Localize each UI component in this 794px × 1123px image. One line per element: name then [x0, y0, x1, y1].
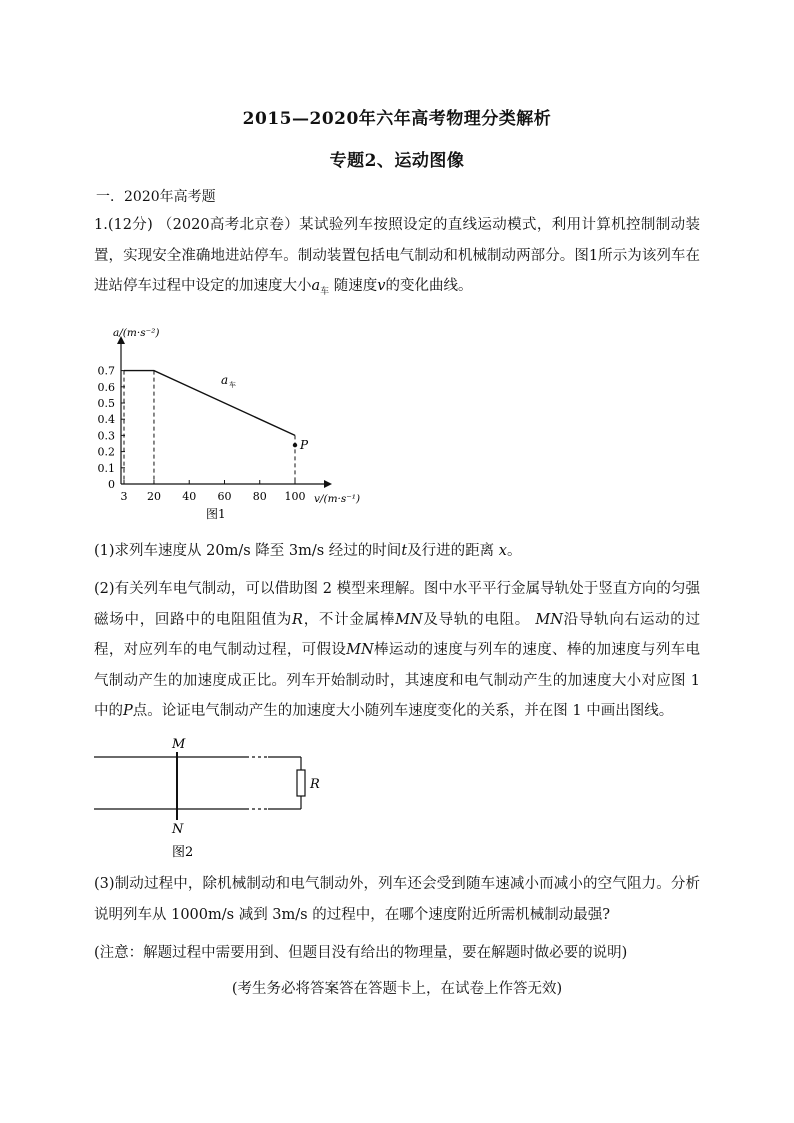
y-tick-label: 0.4 — [97, 413, 115, 427]
resistor-R — [297, 770, 305, 796]
x-tick-label: 60 — [217, 490, 232, 503]
series-a-line — [124, 371, 295, 436]
question-note: (注意：解题过程中需要用到、但题目没有给出的物理量，要在解题时做必要的说明) — [94, 945, 628, 961]
document-subtitle: 专题2、运动图像 — [329, 151, 465, 171]
question-intro: 1.(12分) （2020高考北京卷）某试验列车按照设定的直线运动模式，利用计算机控制制动装置，实现安全准确地进站停车。制动装置包括电气制动和机械制动两部分。图1所示为该列车在进站停车过程中设定的加速度大小$a_车$ 随速度v的变化曲线。 — [94, 217, 700, 297]
document-title: 2015—2020年六年高考物理分类解析 — [242, 109, 552, 129]
y-tick-label: 0.2 — [97, 445, 115, 459]
point-P-label: P — [300, 438, 309, 453]
y-tick-label: 0.5 — [97, 397, 115, 410]
x-tick-label: 100 — [284, 490, 306, 503]
point-P — [293, 443, 297, 447]
section-heading: 一．2020年高考题 — [96, 189, 216, 205]
y-tick-label: 0.7 — [97, 364, 115, 378]
figure-1-chart — [86, 322, 376, 522]
y-tick-label: 0 — [108, 478, 115, 491]
figure-1-caption: 图1 — [206, 507, 226, 521]
question-part-1: (1)求列车速度从 20m/s 降至 3m/s 经过的时间t及行进的距离 x。 — [94, 543, 522, 559]
x-tick-label: 3 — [120, 490, 128, 503]
curve-label-sub: 车 — [229, 381, 236, 389]
y-tick-label: 0.1 — [97, 461, 115, 475]
label-N: N — [172, 822, 184, 837]
footer-note: (考生务必将答案答在答题卡上，在试卷上作答无效) — [231, 981, 563, 997]
figure-2-diagram — [86, 732, 346, 867]
y-tick-label: 0.3 — [97, 429, 115, 443]
question-part-2: (2)有关列车电气制动，可以借助图 2 模型来理解。图中水平平行金属导轨处于竖直方向的匀强磁场中，回路中的电阻阻值为R，不计金属棒MN及导轨的电阻。 MN沿导轨向右运动的过程，对应列车的电气制动过程，可假设MN棒运动的速度与列车的速度、棒的加速度与列车电气制动产生的加速度成正比。列车开始制动时，其速度和电气制动产生的加速度大小对应图 1 中的P点。论证电气制动产生的加速度大小随列车速度变化的关系，并在图 1 中画出图线。 — [94, 581, 701, 719]
x-tick-label: 80 — [252, 490, 267, 503]
x-tick-label: 40 — [182, 490, 197, 503]
label-M: M — [172, 737, 186, 752]
question-part-3: (3)制动过程中，除机械制动和电气制动外，列车还会受到随车速减小而减小的空气阻力。分析说明列车从 1000m/s 减到 3m/s 的过程中，在哪个速度附近所需机械制动最强? — [94, 876, 700, 923]
x-axis-label: v/(m·s⁻¹) — [314, 493, 361, 505]
curve-label: a — [221, 373, 229, 387]
x-tick-label: 20 — [146, 490, 161, 503]
y-tick-label: 0.6 — [97, 380, 115, 394]
label-R: R — [310, 777, 320, 792]
figure-2-caption: 图2 — [172, 845, 194, 860]
x-axis-arrow — [324, 480, 332, 488]
y-axis-label: a/(m·s⁻²) — [113, 327, 160, 339]
